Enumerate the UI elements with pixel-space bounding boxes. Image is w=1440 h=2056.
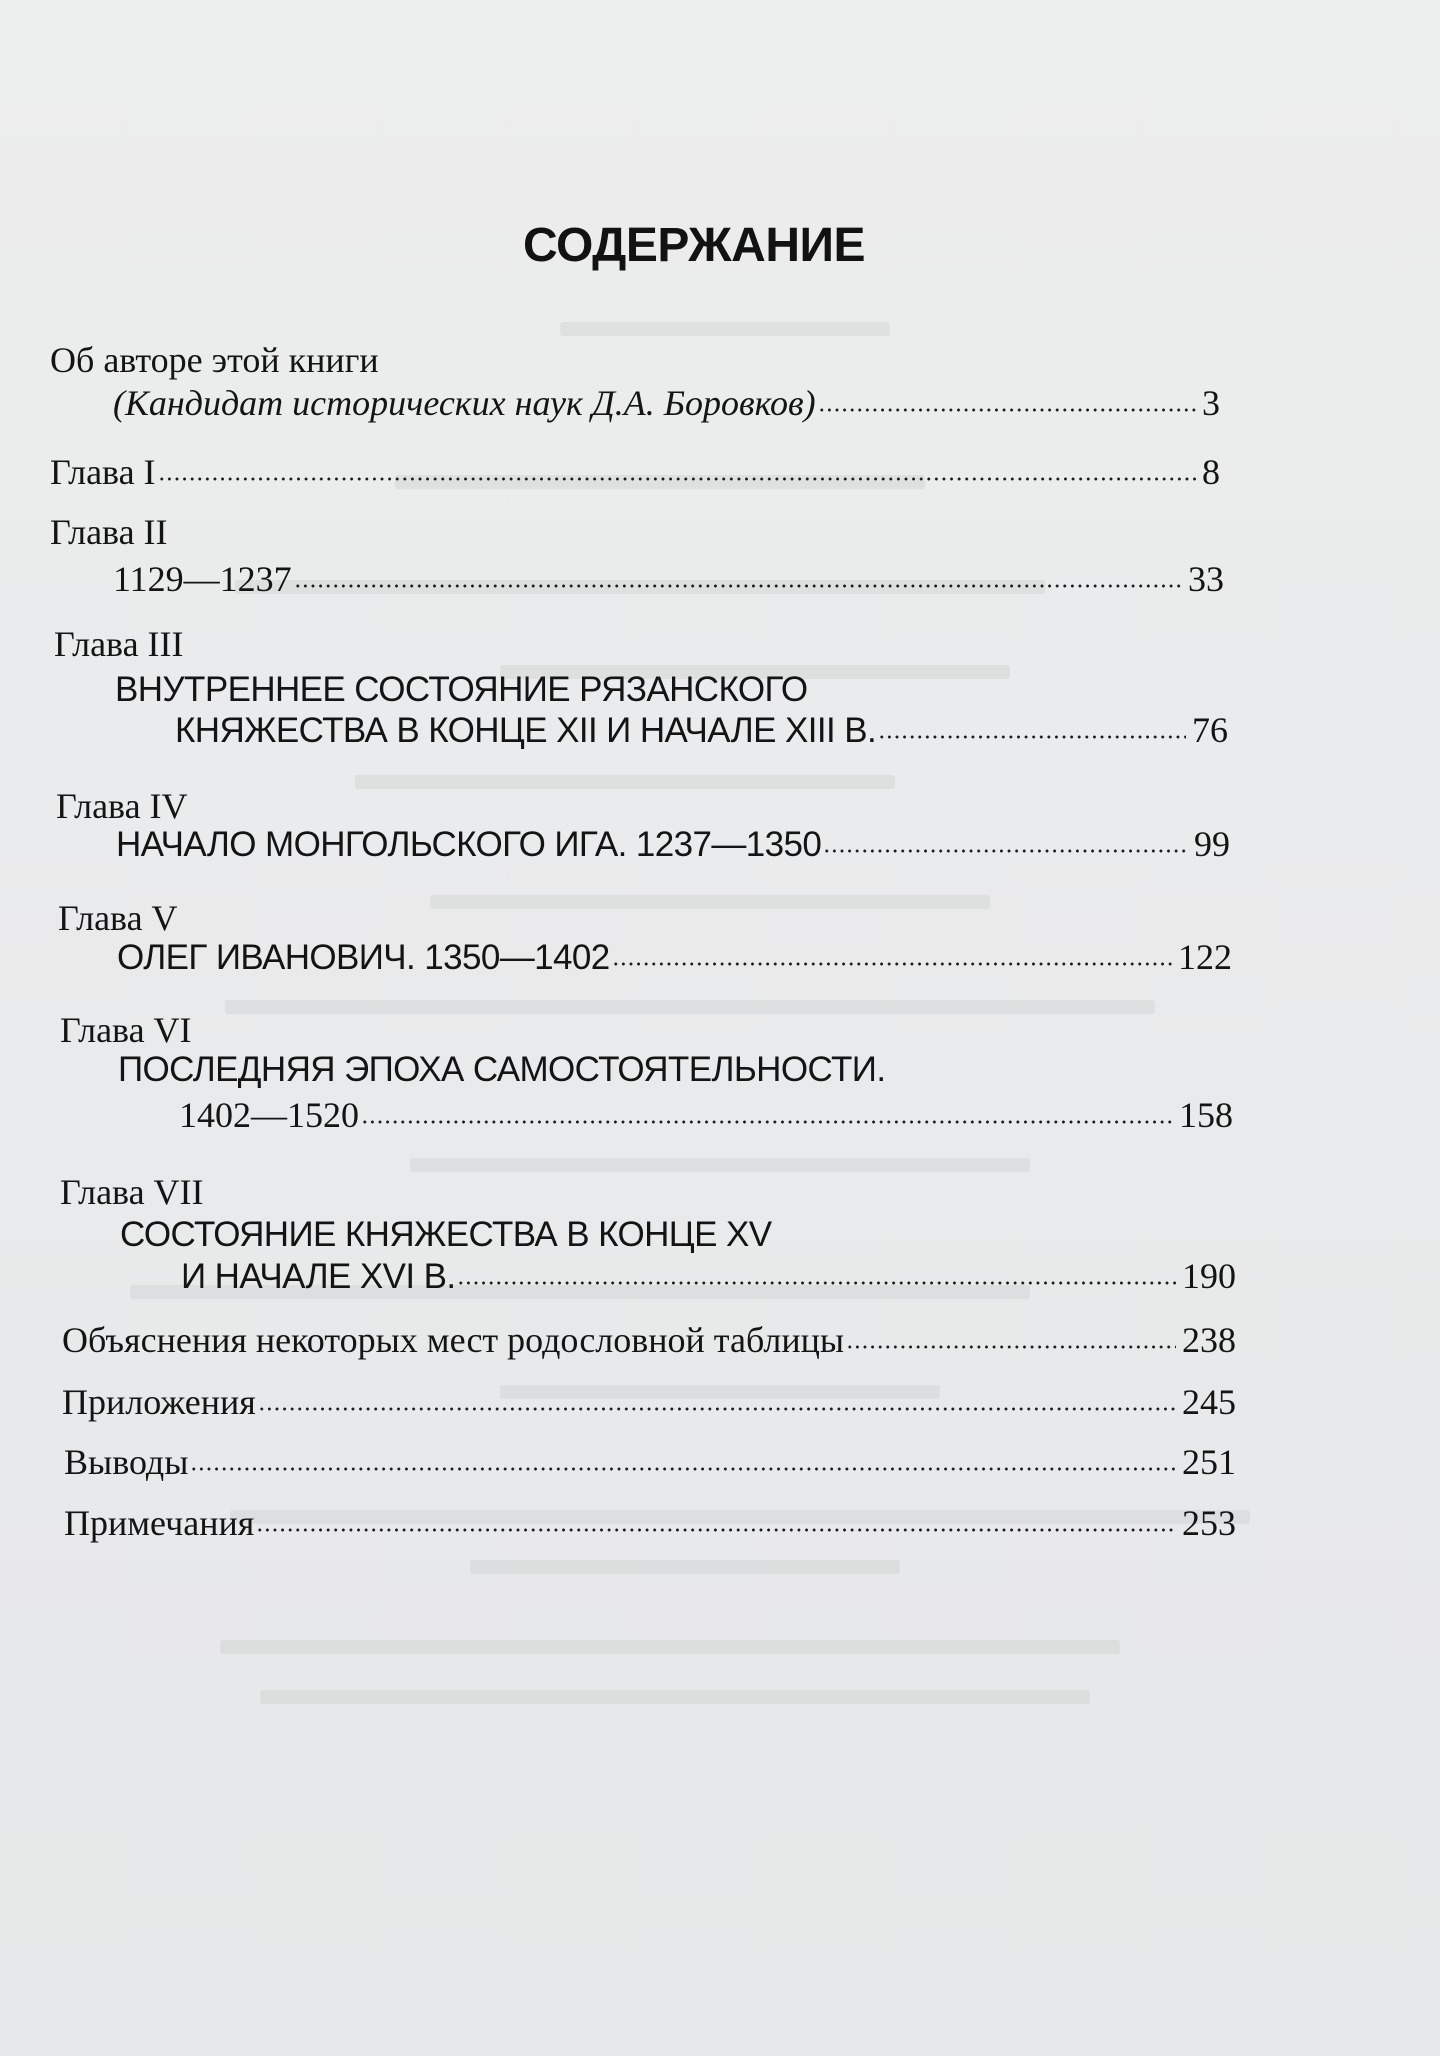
toc-line-appendices[interactable] xyxy=(62,1380,1236,1424)
toc-line-text: СОСТОЯНИЕ КНЯЖЕСТВА В КОНЦЕ XV xyxy=(120,1215,772,1254)
toc-line-chapter-7[interactable] xyxy=(60,1170,1230,1214)
toc-line-chapter-6-title-1[interactable] xyxy=(118,1048,1233,1092)
toc-line-text: ПОСЛЕДНЯЯ ЭПОХА САМОСТОЯТЕЛЬНОСТИ. xyxy=(118,1050,886,1089)
toc-line-text: Глава VII xyxy=(60,1172,204,1212)
toc-line-chapter-2[interactable] xyxy=(50,510,1220,554)
toc-line-chapter-6-title-2[interactable] xyxy=(179,1093,1233,1137)
toc-line-text: Объяснения некоторых мест родословной таблицы xyxy=(62,1320,845,1360)
toc-page-number: 76 xyxy=(1192,710,1228,750)
toc-page-number: 251 xyxy=(1182,1442,1236,1482)
toc-line-text: Глава V xyxy=(58,898,178,938)
dot-leader xyxy=(823,848,1188,854)
toc-line-about-author[interactable] xyxy=(50,338,1220,382)
toc-page-number: 122 xyxy=(1178,937,1232,977)
toc-line-chapter-3-title-1[interactable] xyxy=(115,668,1225,712)
dot-leader xyxy=(190,1466,1176,1472)
toc-line-genealogy-notes[interactable] xyxy=(62,1318,1236,1362)
toc-line-text: Приложения xyxy=(62,1382,256,1422)
dot-leader xyxy=(158,476,1196,482)
dot-leader xyxy=(361,1119,1173,1125)
toc-line-chapter-1[interactable] xyxy=(50,450,1220,494)
toc-line-chapter-4-title[interactable] xyxy=(116,822,1230,867)
toc-line-text: Об авторе этой книги xyxy=(50,340,379,380)
dot-leader xyxy=(612,961,1172,967)
dot-leader xyxy=(818,407,1196,413)
toc-line-notes[interactable] xyxy=(64,1501,1236,1545)
dot-leader xyxy=(846,1344,1176,1350)
toc-page-number: 33 xyxy=(1188,559,1224,599)
toc-line-text: ОЛЕГ ИВАНОВИЧ. 1350—1402 xyxy=(117,938,610,977)
toc-page-number: 245 xyxy=(1182,1382,1236,1422)
dot-leader xyxy=(256,1527,1176,1533)
toc-page-number: 253 xyxy=(1182,1503,1236,1543)
toc-line-text: (Кандидат исторических наук Д.А. Боровков) xyxy=(113,383,816,423)
toc-line-text: Выводы xyxy=(64,1442,189,1482)
toc-line-text: Примечания xyxy=(64,1503,255,1543)
toc-line-text: Глава I xyxy=(50,452,156,492)
toc-line-author-credit[interactable] xyxy=(113,381,1220,425)
contents-heading: СОДЕРЖАНИЕ xyxy=(523,219,865,272)
dot-leader xyxy=(878,734,1186,740)
toc-line-chapter-3[interactable] xyxy=(54,622,1224,666)
toc-page-number: 238 xyxy=(1182,1320,1236,1360)
toc-line-text: Глава IV xyxy=(56,786,188,826)
toc-line-chapter-7-title-2[interactable] xyxy=(181,1254,1236,1299)
toc-line-chapter-7-title-1[interactable] xyxy=(120,1213,1235,1257)
toc-line-text: КНЯЖЕСТВА В КОНЦЕ XII И НАЧАЛЕ XIII В. xyxy=(175,711,877,750)
toc-line-text: ВНУТРЕННЕЕ СОСТОЯНИЕ РЯЗАНСКОГО xyxy=(115,670,808,709)
toc-line-text: НАЧАЛО МОНГОЛЬСКОГО ИГА. 1237—1350 xyxy=(116,825,822,864)
toc-page-number: 190 xyxy=(1182,1256,1236,1296)
toc-line-chapter-6[interactable] xyxy=(60,1008,1230,1052)
toc-line-text: Глава II xyxy=(50,512,168,552)
toc-line-text: Глава VI xyxy=(60,1010,192,1050)
toc-line-chapter-2-title[interactable] xyxy=(113,557,1224,601)
toc-line-conclusions[interactable] xyxy=(64,1440,1236,1484)
toc-line-text: И НАЧАЛЕ XVI В. xyxy=(181,1257,456,1296)
toc-page-number: 158 xyxy=(1179,1095,1233,1135)
toc-line-text: 1402—1520 xyxy=(179,1095,359,1135)
toc-line-chapter-5-title[interactable] xyxy=(117,935,1232,980)
toc-line-text: Глава III xyxy=(54,624,184,664)
dot-leader xyxy=(294,583,1182,589)
dot-leader xyxy=(258,1406,1176,1412)
toc-line-text: 1129—1237 xyxy=(113,559,292,599)
toc-page-number: 99 xyxy=(1194,824,1230,864)
toc-line-chapter-3-title-2[interactable] xyxy=(175,708,1228,753)
toc-line-chapter-5[interactable] xyxy=(58,896,1228,940)
toc-page-number: 3 xyxy=(1202,383,1220,423)
toc-page-number: 8 xyxy=(1202,452,1220,492)
dot-leader xyxy=(457,1280,1176,1286)
